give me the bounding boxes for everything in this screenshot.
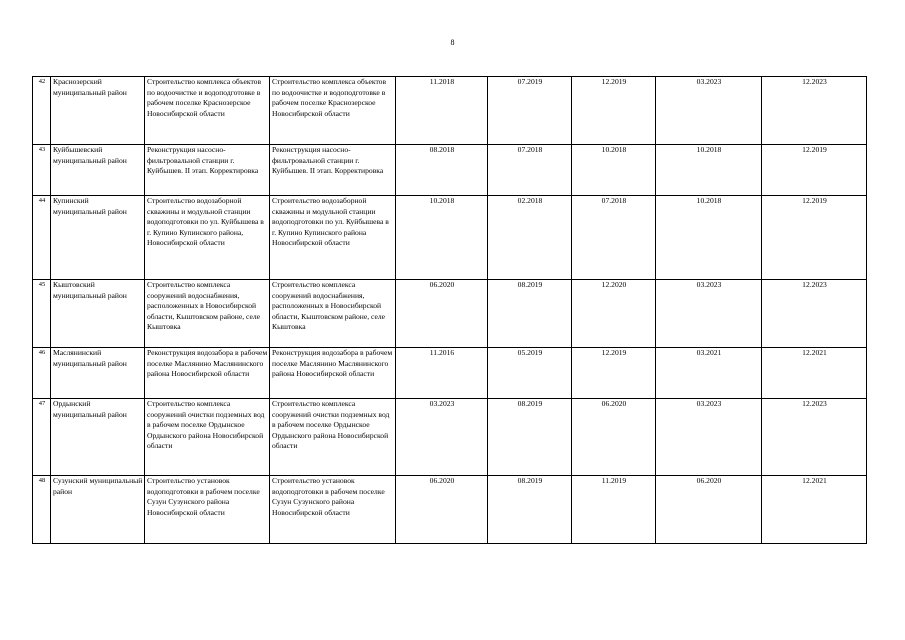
date-cell-1: 10.2018 [396, 196, 488, 280]
date-cell-2: 08.2019 [488, 399, 572, 476]
district-cell: Краснозерский муниципальный район [51, 77, 145, 145]
object-name-cell: Строительство водозаборной скважины и модульной станции водоподготовки по ул. Куйбышева в г. Купино Купинского района Новосибирской области [270, 196, 396, 280]
table-row [33, 77, 867, 145]
table-row [33, 348, 867, 399]
row-number: 48 [33, 476, 51, 544]
date-cell-1: 06.2020 [396, 476, 488, 544]
date-cell-5: 12.2021 [762, 476, 867, 544]
page-number: 8 [450, 38, 455, 47]
district-cell: Кыштовский муниципальный район [51, 280, 145, 348]
date-cell-1: 11.2018 [396, 77, 488, 145]
district-cell: Ордынский муниципальный район [51, 399, 145, 476]
date-cell-4: 03.2023 [656, 399, 762, 476]
row-number: 47 [33, 399, 51, 476]
date-cell-5: 12.2023 [762, 280, 867, 348]
object-name-cell: Строительство комплекса сооружений очистки подземных вод в рабочем поселке Ордынское Ордынского района Новосибирской области [270, 399, 396, 476]
district-cell: Купинский муниципальный район [51, 196, 145, 280]
date-cell-5: 12.2019 [762, 145, 867, 196]
table-row [33, 196, 867, 280]
row-number: 46 [33, 348, 51, 399]
date-cell-2: 07.2018 [488, 145, 572, 196]
object-name-cell: Строительство установок водоподготовки в рабочем поселке Сузун Сузунского района Новосибирской области [270, 476, 396, 544]
date-cell-3: 07.2018 [572, 196, 656, 280]
date-cell-5: 12.2023 [762, 399, 867, 476]
object-cell: Реконструкция насосно-фильтровальной станции г. Куйбышев. II этап. Корректировка [145, 145, 270, 196]
row-number: 42 [33, 77, 51, 145]
date-cell-2: 08.2019 [488, 476, 572, 544]
date-cell-5: 12.2023 [762, 77, 867, 145]
row-number: 44 [33, 196, 51, 280]
object-cell: Строительство водозаборной скважины и модульной станции водоподготовки по ул. Куйбышева в г. Купино Купинского района, Новосибирской области [145, 196, 270, 280]
district-cell: Сузунский муниципальный район [51, 476, 145, 544]
date-cell-4: 03.2021 [656, 348, 762, 399]
date-cell-2: 05.2019 [488, 348, 572, 399]
object-name-cell: Реконструкция водозабора в рабочем поселке Маслянино Маслянинского района Новосибирской области [270, 348, 396, 399]
date-cell-1: 08.2018 [396, 145, 488, 196]
date-cell-4: 06.2020 [656, 476, 762, 544]
date-cell-5: 12.2019 [762, 196, 867, 280]
row-number: 43 [33, 145, 51, 196]
district-cell: Куйбышевский муниципальный район [51, 145, 145, 196]
date-cell-4: 10.2018 [656, 196, 762, 280]
object-cell: Реконструкция водозабора в рабочем поселке Маслянино Маслянинского района Новосибирской области [145, 348, 270, 399]
date-cell-3: 11.2019 [572, 476, 656, 544]
date-cell-2: 08.2019 [488, 280, 572, 348]
date-cell-1: 06.2020 [396, 280, 488, 348]
table-row [33, 476, 867, 544]
object-cell: Строительство комплекса сооружений очистки подземных вод в рабочем поселке Ордынское Ордынского района Новосибирской области [145, 399, 270, 476]
object-name-cell: Реконструкция насосно-фильтровальной станции г. Куйбышев. II этап. Корректировка [270, 145, 396, 196]
object-cell: Строительство комплекса объектов по водоочистке и водоподготовке в рабочем поселке Краснозерское Новосибирской области [145, 77, 270, 145]
date-cell-3: 06.2020 [572, 399, 656, 476]
date-cell-2: 07.2019 [488, 77, 572, 145]
object-name-cell: Строительство комплекса сооружений водоснабжения, расположенных в Новосибирской области, Кыштовском районе, селе Кыштовка [270, 280, 396, 348]
date-cell-3: 10.2018 [572, 145, 656, 196]
date-cell-5: 12.2021 [762, 348, 867, 399]
date-cell-4: 10.2018 [656, 145, 762, 196]
table-row [33, 145, 867, 196]
row-number: 45 [33, 280, 51, 348]
date-cell-2: 02.2018 [488, 196, 572, 280]
date-cell-3: 12.2019 [572, 77, 656, 145]
object-name-cell: Строительство комплекса объектов по водоочистке и водоподготовке в рабочем поселке Краснозерское Новосибирской области [270, 77, 396, 145]
date-cell-4: 03.2023 [656, 280, 762, 348]
date-cell-1: 03.2023 [396, 399, 488, 476]
date-cell-3: 12.2019 [572, 348, 656, 399]
date-cell-4: 03.2023 [656, 77, 762, 145]
projects-table [32, 76, 867, 544]
table-row [33, 399, 867, 476]
table-row [33, 280, 867, 348]
object-cell: Строительство комплекса сооружений водоснабжения, расположенных в Новосибирской области, Кыштовском районе, селе Кыштовка [145, 280, 270, 348]
date-cell-1: 11.2016 [396, 348, 488, 399]
object-cell: Строительство установок водоподготовки в рабочем поселке Сузун Сузунского района Новосибирской области [145, 476, 270, 544]
district-cell: Маслянинский муниципальный район [51, 348, 145, 399]
date-cell-3: 12.2020 [572, 280, 656, 348]
